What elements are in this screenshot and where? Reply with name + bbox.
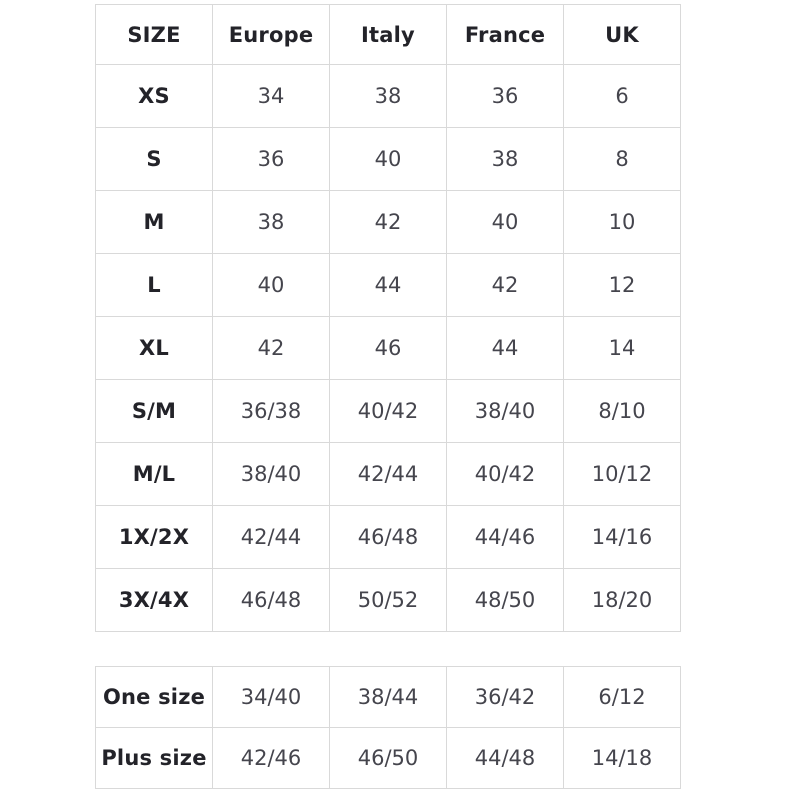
value-cell: 44/48 [447, 728, 564, 789]
value-cell: 38 [213, 191, 330, 254]
size-label-cell: S/M [96, 380, 213, 443]
value-cell: 46 [330, 317, 447, 380]
table-gap [95, 632, 680, 666]
value-cell: 38 [330, 65, 447, 128]
value-cell: 42/44 [330, 443, 447, 506]
value-cell: 44 [330, 254, 447, 317]
value-cell: 50/52 [330, 569, 447, 632]
special-sizes-table [95, 666, 681, 789]
value-cell: 42 [213, 317, 330, 380]
value-cell: 40/42 [447, 443, 564, 506]
table-row-xs [96, 65, 681, 128]
size-label-cell: XS [96, 65, 213, 128]
table-row-3x-4x [96, 569, 681, 632]
column-header-italy: Italy [330, 5, 447, 65]
value-cell: 48/50 [447, 569, 564, 632]
size-label-cell: L [96, 254, 213, 317]
size-label-cell: One size [96, 667, 213, 728]
size-label-cell: Plus size [96, 728, 213, 789]
value-cell: 46/50 [330, 728, 447, 789]
table-row-s-m [96, 380, 681, 443]
size-label-cell: M [96, 191, 213, 254]
value-cell: 42/46 [213, 728, 330, 789]
size-conversion-table [95, 4, 681, 632]
size-label-cell: XL [96, 317, 213, 380]
value-cell: 40 [330, 128, 447, 191]
size-label-cell: 3X/4X [96, 569, 213, 632]
value-cell: 18/20 [564, 569, 681, 632]
column-header-france: France [447, 5, 564, 65]
column-header-europe: Europe [213, 5, 330, 65]
size-conversion-chart [95, 4, 680, 789]
value-cell: 38/44 [330, 667, 447, 728]
value-cell: 42 [447, 254, 564, 317]
table-row-plus-size [96, 728, 681, 789]
value-cell: 34 [213, 65, 330, 128]
value-cell: 46/48 [330, 506, 447, 569]
header-row [96, 5, 681, 65]
column-header-size: SIZE [96, 5, 213, 65]
value-cell: 36 [447, 65, 564, 128]
table-row-one-size [96, 667, 681, 728]
value-cell: 38/40 [213, 443, 330, 506]
column-header-uk: UK [564, 5, 681, 65]
value-cell: 10 [564, 191, 681, 254]
value-cell: 38 [447, 128, 564, 191]
value-cell: 42 [330, 191, 447, 254]
size-label-cell: 1X/2X [96, 506, 213, 569]
value-cell: 44 [447, 317, 564, 380]
table-row-l [96, 254, 681, 317]
table-row-s [96, 128, 681, 191]
value-cell: 14/16 [564, 506, 681, 569]
value-cell: 40/42 [330, 380, 447, 443]
value-cell: 10/12 [564, 443, 681, 506]
value-cell: 36/38 [213, 380, 330, 443]
value-cell: 36/42 [447, 667, 564, 728]
size-label-cell: M/L [96, 443, 213, 506]
value-cell: 38/40 [447, 380, 564, 443]
table-row-m [96, 191, 681, 254]
value-cell: 44/46 [447, 506, 564, 569]
value-cell: 12 [564, 254, 681, 317]
table-row-1x-2x [96, 506, 681, 569]
value-cell: 40 [213, 254, 330, 317]
value-cell: 14 [564, 317, 681, 380]
table-row-m-l [96, 443, 681, 506]
value-cell: 46/48 [213, 569, 330, 632]
size-label-cell: S [96, 128, 213, 191]
value-cell: 6 [564, 65, 681, 128]
value-cell: 6/12 [564, 667, 681, 728]
value-cell: 40 [447, 191, 564, 254]
value-cell: 8 [564, 128, 681, 191]
value-cell: 34/40 [213, 667, 330, 728]
value-cell: 36 [213, 128, 330, 191]
table-row-xl [96, 317, 681, 380]
value-cell: 14/18 [564, 728, 681, 789]
value-cell: 8/10 [564, 380, 681, 443]
value-cell: 42/44 [213, 506, 330, 569]
